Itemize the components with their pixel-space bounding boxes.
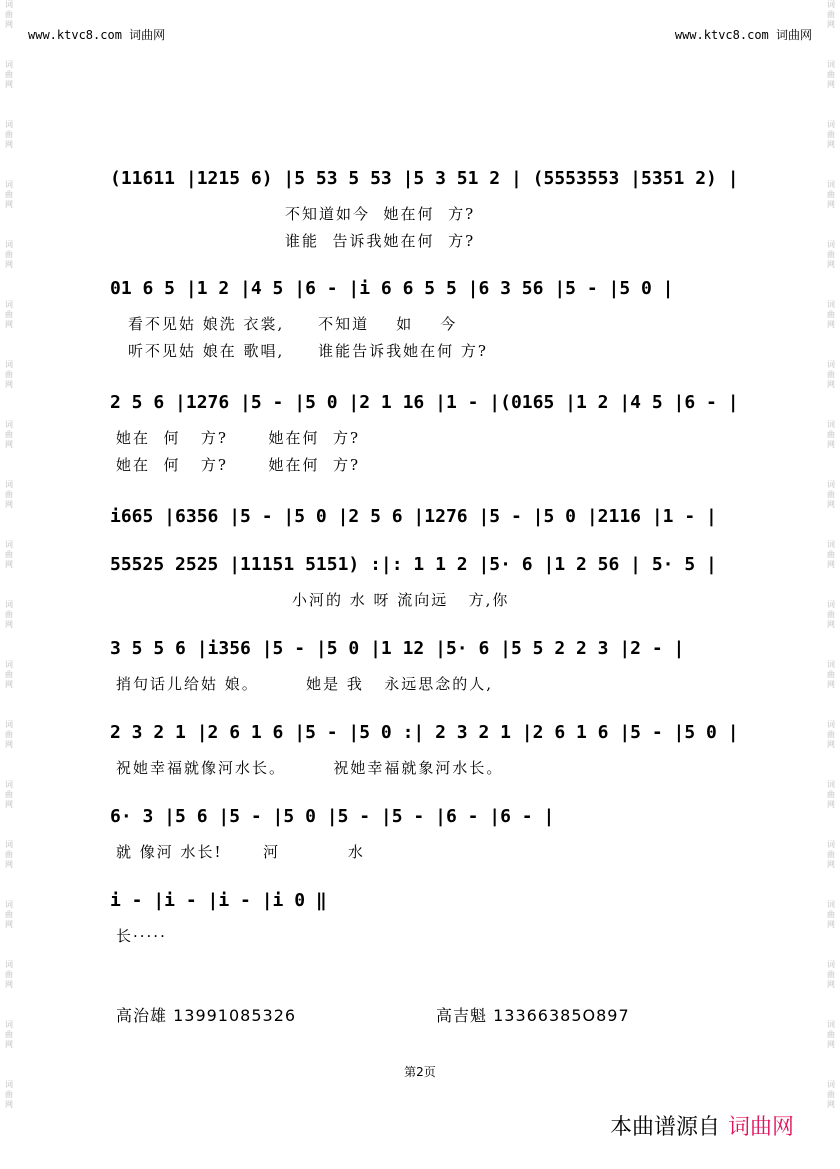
watermark-text: 词 曲 网 <box>827 900 835 929</box>
notation-line: (11611 |1215 6) |5 53 5 53 |5 3 51 2 | (5553553 |5351 2) | <box>110 168 739 189</box>
lyric-line: 听不见姑 娘在 歌唱, 谁能告诉我她在何 方? <box>128 342 488 360</box>
lyric-line: 她在 何 方? 她在何 方? <box>116 429 361 447</box>
watermark-text: 词 曲 网 <box>827 540 835 569</box>
watermark-text: 词 曲 网 <box>5 300 13 329</box>
watermark-text: 词 曲 网 <box>827 300 835 329</box>
watermark-text: 词 曲 网 <box>5 120 13 149</box>
watermark-text: 词 曲 网 <box>827 60 835 89</box>
watermark-text: 词 曲 网 <box>5 60 13 89</box>
watermark-text: 词 曲 网 <box>827 600 835 629</box>
watermark-text: 词 曲 网 <box>5 780 13 809</box>
watermark-text: 词 曲 网 <box>5 900 13 929</box>
notation-line: 2 3 2 1 |2 6 1 6 |5 - |5 0 :| 2 3 2 1 |2 6 1 6 |5 - |5 0 | <box>110 722 739 743</box>
score-system-5 <box>110 546 760 586</box>
watermark-text: 词 曲 网 <box>827 1080 835 1109</box>
source-prefix: 本曲谱源自 <box>609 1115 720 1140</box>
watermark-text: 词 曲 网 <box>827 0 835 29</box>
watermark-text: 词 曲 网 <box>5 1020 13 1049</box>
score-system-7 <box>110 714 760 754</box>
source-credit <box>610 1110 794 1141</box>
notation-line: 2 5 6 |1276 |5 - |5 0 |2 1 16 |1 - |(0165 |1 2 |4 5 |6 - | <box>110 392 739 413</box>
notation-line: i665 |6356 |5 - |5 0 |2 5 6 |1276 |5 - |5 0 |2116 |1 - | <box>110 506 717 527</box>
contact-lyricist: 高治雄 13991085326 <box>116 1006 297 1025</box>
watermark-text: 词 曲 网 <box>5 0 13 29</box>
lyric-line: 她在 何 方? 她在何 方? <box>116 456 361 474</box>
watermark-text: 词 曲 网 <box>5 360 13 389</box>
watermark-right <box>824 0 838 1169</box>
watermark-text: 词 曲 网 <box>827 840 835 869</box>
lyric-line: 祝她幸福就像河水长。 祝她幸福就象河水长。 <box>116 759 504 777</box>
watermark-text: 词 曲 网 <box>827 720 835 749</box>
header-site-right: www.ktvc8.com 词曲网 <box>674 28 812 42</box>
watermark-text: 词 曲 网 <box>827 240 835 269</box>
watermark-text: 词 曲 网 <box>827 1020 835 1049</box>
notation-line: i - |i - |i - |i 0 ‖ <box>110 890 327 911</box>
watermark-text: 词 曲 网 <box>5 540 13 569</box>
lyric-line: 谁能 告诉我她在何 方? <box>285 232 476 250</box>
watermark-text: 词 曲 网 <box>5 1080 13 1109</box>
lyric-line: 不知道如今 她在何 方? <box>285 205 476 223</box>
header-site-left: www.ktvc8.com 词曲网 <box>28 28 166 42</box>
watermark-text: 词 曲 网 <box>827 120 835 149</box>
watermark-text: 词 曲 网 <box>827 660 835 689</box>
watermark-text: 词 曲 网 <box>5 480 13 509</box>
lyric-line: 看不见姑 娘洗 衣裳, 不知道 如 今 <box>128 315 458 333</box>
watermark-text: 词 曲 网 <box>5 240 13 269</box>
lyric-line: 捎句话儿给姑 娘。 她是 我 永远思念的人, <box>116 675 493 693</box>
watermark-text: 词 曲 网 <box>5 840 13 869</box>
watermark-left <box>2 0 16 1169</box>
watermark-text: 词 曲 网 <box>5 180 13 209</box>
page-number: 第2页 <box>404 1065 436 1079</box>
watermark-text: 词 曲 网 <box>5 720 13 749</box>
notation-line: 6· 3 |5 6 |5 - |5 0 |5 - |5 - |6 - |6 - | <box>110 806 555 827</box>
source-brand-link[interactable]: 词曲网 <box>727 1115 794 1140</box>
notation-line: 55525 2525 |11151 5151) :|: 1 1 2 |5· 6 |1 2 56 | 5· 5 | <box>110 554 717 575</box>
watermark-text: 词 曲 网 <box>827 360 835 389</box>
watermark-text: 词 曲 网 <box>5 600 13 629</box>
lyric-line: 就 像河 水长! 河 水 <box>116 843 365 861</box>
watermark-text: 词 曲 网 <box>5 960 13 989</box>
watermark-text: 词 曲 网 <box>5 420 13 449</box>
score-system-2 <box>110 270 760 310</box>
notation-line: 01 6 5 |1 2 |4 5 |6 - |i 6 6 5 5 |6 3 56 |5 - |5 0 | <box>110 278 674 299</box>
watermark-text: 词 曲 网 <box>827 480 835 509</box>
score-system-9 <box>110 882 760 922</box>
watermark-text: 词 曲 网 <box>827 420 835 449</box>
score-system-1 <box>110 160 760 200</box>
watermark-text: 词 曲 网 <box>827 180 835 209</box>
score-system-4 <box>110 498 760 538</box>
score-system-8 <box>110 798 760 838</box>
watermark-text: 词 曲 网 <box>827 780 835 809</box>
lyric-line: 小河的 水 呀 流向远 方,你 <box>116 591 510 609</box>
contact-composer: 高吉魁 13366385O897 <box>436 1006 630 1025</box>
watermark-text: 词 曲 网 <box>5 660 13 689</box>
score-system-3 <box>110 384 760 424</box>
lyric-line: 长····· <box>116 927 167 945</box>
score-system-6 <box>110 630 760 670</box>
watermark-text: 词 曲 网 <box>827 960 835 989</box>
notation-line: 3 5 5 6 |i356 |5 - |5 0 |1 12 |5· 6 |5 5 2 2 3 |2 - | <box>110 638 685 659</box>
